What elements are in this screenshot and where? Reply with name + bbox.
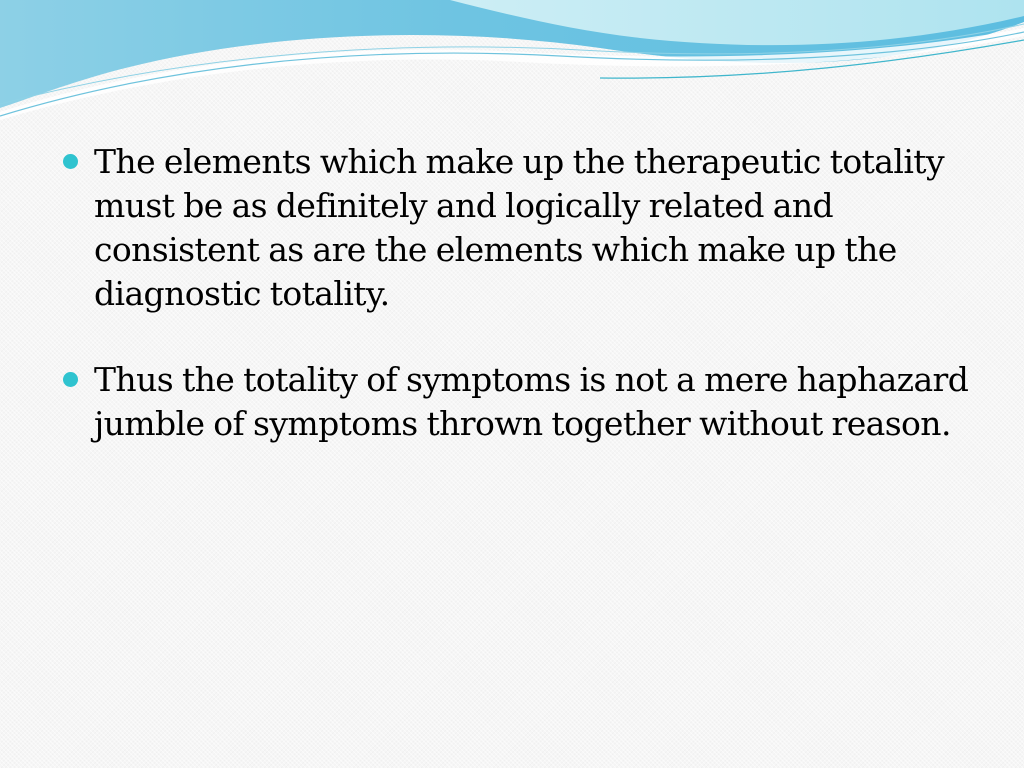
bullet-item-1 [62, 140, 982, 316]
bullet-text-2: Thus the totality of symptoms is not a mere haphazard jumble of symptoms thrown together without reason. [94, 360, 969, 443]
wave-header-decoration [0, 0, 1024, 120]
bullet-text-1: The elements which make up the therapeutic totality must be as definitely and logically related and consistent as are the elements which make up the diagnostic totality. [94, 142, 944, 313]
bullet-list [62, 140, 982, 446]
circle-bullet-icon [63, 154, 78, 169]
circle-bullet-icon [63, 372, 78, 387]
bullet-item-2 [62, 358, 982, 446]
